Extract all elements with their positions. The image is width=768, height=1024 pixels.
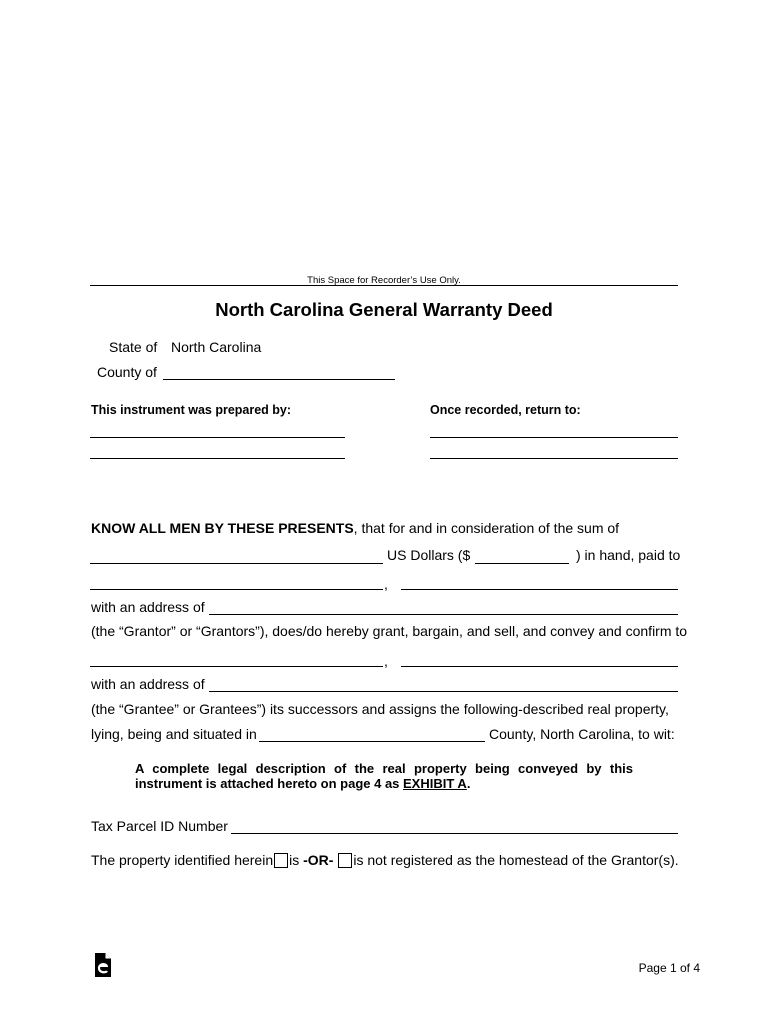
county-situated-field[interactable] [259, 741, 485, 742]
homestead-or-label: -OR- [303, 852, 334, 868]
grantee-address-field[interactable] [209, 691, 678, 692]
grantor-address-field[interactable] [209, 614, 678, 615]
homestead-line [91, 852, 679, 868]
prepared-by-field-1[interactable] [90, 437, 345, 438]
homestead-is-checkbox[interactable] [274, 853, 288, 868]
situated-lead: lying, being and situated in [91, 726, 257, 742]
grantee-name-field-2[interactable] [401, 666, 678, 667]
prepared-by-field-2[interactable] [90, 458, 345, 459]
grantee-name-field-1[interactable] [90, 666, 383, 667]
homestead-tail: is not registered as the homestead of the Grantor(s). [353, 852, 679, 868]
consideration-line [91, 520, 619, 536]
legal-description-period: . [466, 776, 471, 791]
return-to-field-1[interactable] [430, 437, 678, 438]
amount-number-field[interactable] [475, 563, 569, 564]
grantee-comma: , [384, 653, 388, 669]
exhibit-a-link: EXHIBIT A [403, 776, 467, 791]
county-label: County of [97, 364, 157, 380]
consideration-lead: KNOW ALL MEN BY THESE PRESENTS [91, 520, 354, 536]
county-field[interactable] [163, 379, 395, 380]
in-hand-label: ) in hand, paid to [576, 547, 681, 563]
tax-parcel-label: Tax Parcel ID Number [91, 818, 228, 834]
grantee-clause: (the “Grantee” or Grantees”) its successors and assigns the following-described real property, [91, 701, 669, 717]
page-title: North Carolina General Warranty Deed [215, 299, 553, 320]
consideration-rest: , that for and in consideration of the sum of [353, 520, 620, 536]
situated-tail: County, North Carolina, to wit: [489, 726, 675, 742]
amount-words-field[interactable] [90, 563, 383, 564]
prepared-by-label: This instrument was prepared by: [91, 403, 292, 417]
homestead-is-not-checkbox[interactable] [338, 853, 352, 868]
grantor-comma: , [384, 576, 388, 592]
grantor-address-label: with an address of [91, 599, 205, 615]
homestead-lead: The property identified herein [91, 852, 274, 868]
state-label: State of [109, 339, 158, 355]
eforms-logo-icon [93, 952, 113, 978]
grantor-clause: (the “Grantor” or “Grantors”), does/do hereby grant, bargain, and sell, and convey and confirm to [91, 623, 688, 639]
homestead-is-label: is [289, 852, 300, 868]
recorder-divider [90, 285, 678, 286]
legal-description-text: A complete legal description of the real property being conveyed by this instrument is attached hereto on page 4 as [135, 761, 633, 791]
grantee-address-label: with an address of [91, 676, 205, 692]
grantor-name-field-2[interactable] [401, 589, 678, 590]
us-dollars-label: US Dollars ($ [387, 547, 471, 563]
return-to-field-2[interactable] [430, 458, 678, 459]
grantor-name-field-1[interactable] [90, 589, 383, 590]
return-to-label: Once recorded, return to: [430, 403, 581, 417]
recorder-use-note: This Space for Recorder’s Use Only. [307, 275, 461, 286]
legal-description-note [135, 761, 633, 791]
tax-parcel-field[interactable] [231, 833, 678, 834]
state-value: North Carolina [171, 339, 262, 355]
page-number: Page 1 of 4 [638, 961, 700, 975]
